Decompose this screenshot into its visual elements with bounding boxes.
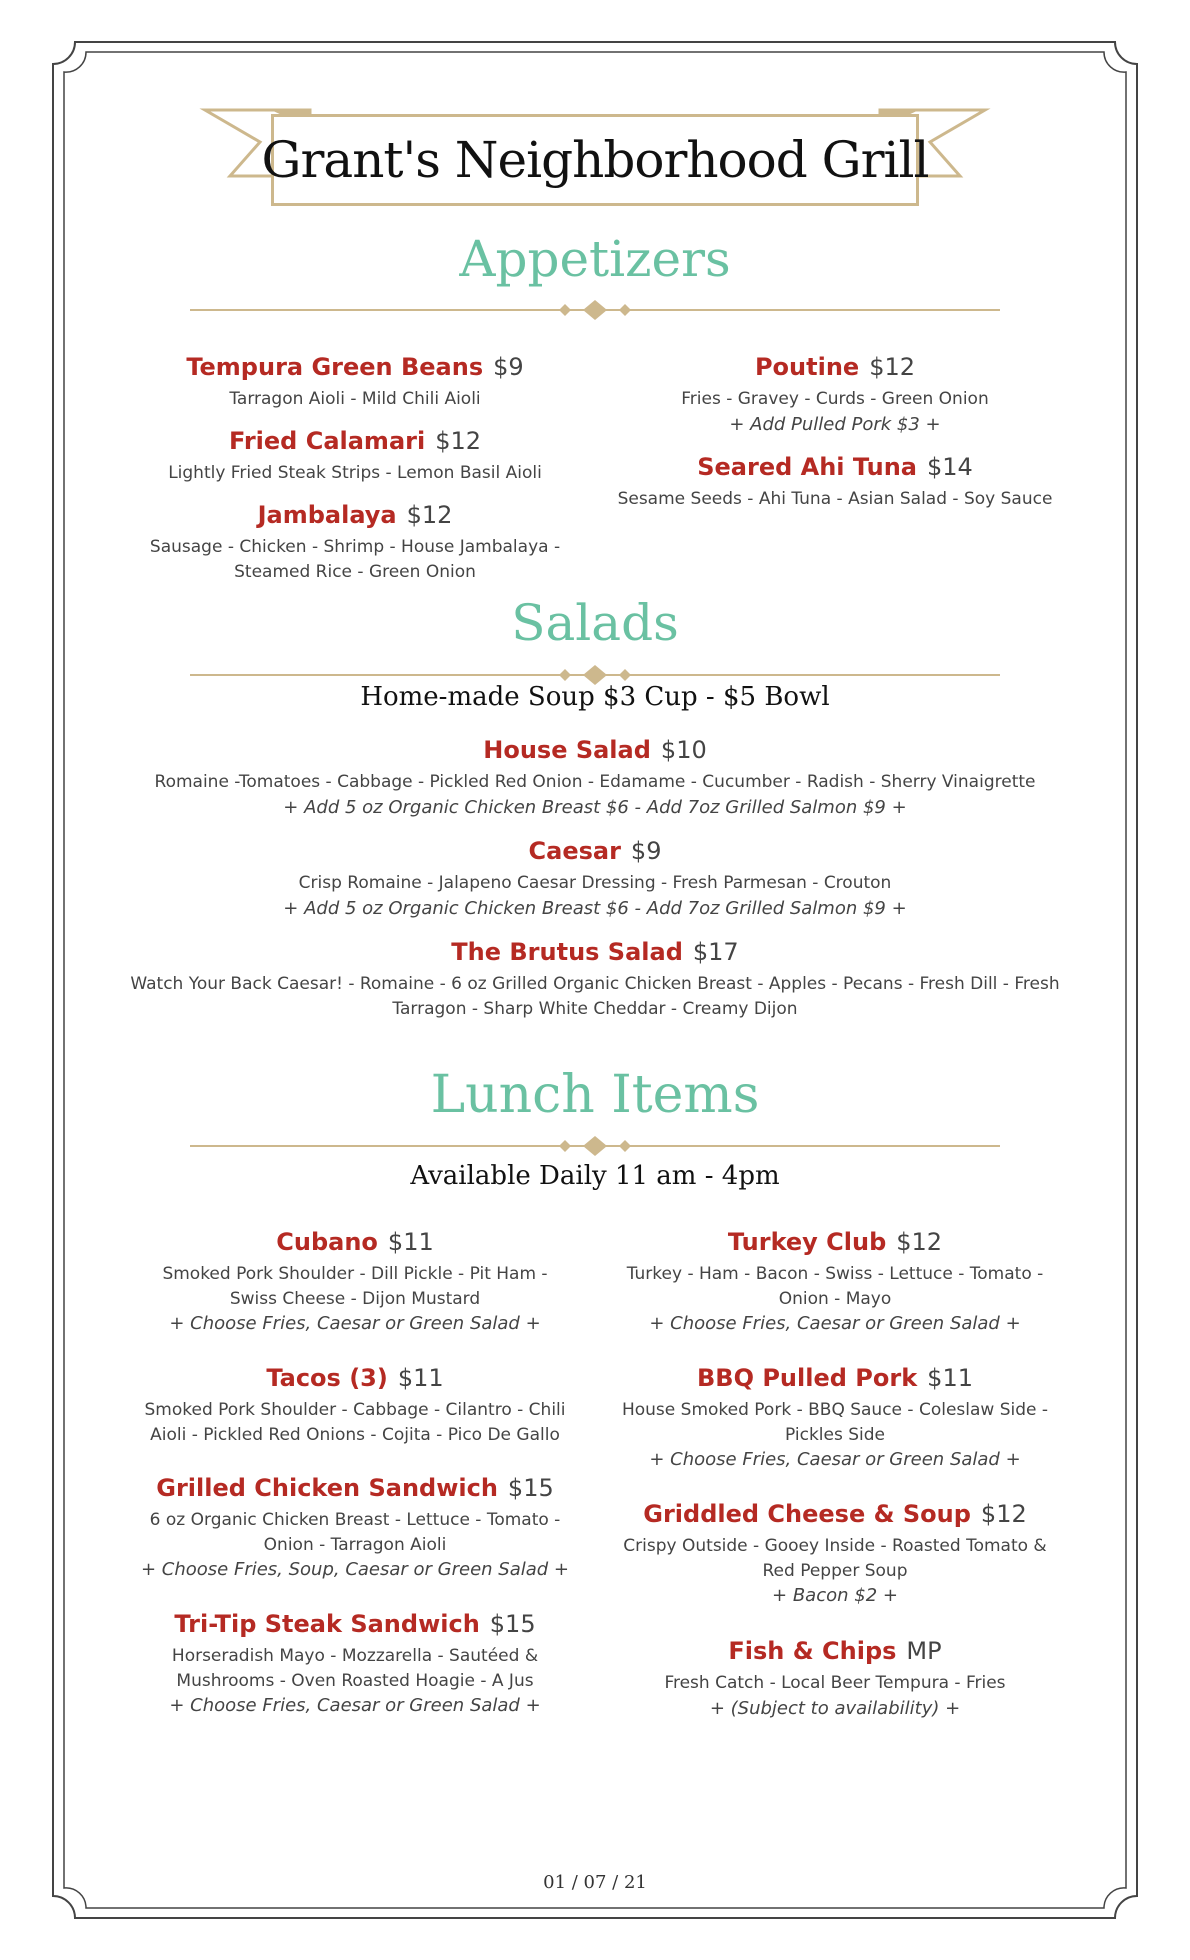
menu-item-house-salad <box>100 733 1090 820</box>
item-name: Tempura Green Beans <box>186 353 484 381</box>
item-name: Tacos (3) <box>266 1364 388 1392</box>
salads-title: Salads <box>511 594 679 652</box>
menu-item-tacos <box>120 1361 590 1447</box>
item-price: $9 <box>493 353 524 381</box>
item-name: BBQ Pulled Pork <box>697 1364 918 1392</box>
item-name: Jambalaya <box>257 501 397 529</box>
menu-item-tri-tip-steak-sandwich <box>120 1607 590 1718</box>
item-addon: + (Subject to availability) + <box>709 1697 961 1719</box>
item-name: Fish & Chips <box>728 1637 897 1665</box>
item-description: Turkey - Ham - Bacon - Swiss - Lettuce - Tomato - <box>626 1264 1044 1284</box>
item-addon: + Add 5 oz Organic Chicken Breast $6 - Add 7oz Grilled Salmon $9 + <box>283 796 907 818</box>
item-description: Romaine -Tomatoes - Cabbage - Pickled Red Onion - Edamame - Cucumber - Radish - Sherry Vinaigrette <box>154 772 1036 792</box>
item-name: Griddled Cheese & Soup <box>643 1500 971 1528</box>
item-name: House Salad <box>483 736 651 764</box>
item-price: $12 <box>896 1228 943 1256</box>
item-price: $12 <box>980 1500 1027 1528</box>
item-description: Red Pepper Soup <box>762 1560 908 1581</box>
item-description: Fresh Catch - Local Beer Tempura - Fries <box>664 1673 1006 1693</box>
menu-date: 01 / 07 / 21 <box>543 1872 647 1893</box>
item-price: $11 <box>387 1228 434 1256</box>
item-description: Tarragon Aioli - Mild Chili Aioli <box>229 389 481 409</box>
item-price: $10 <box>660 736 707 764</box>
item-name: Seared Ahi Tuna <box>697 453 917 481</box>
item-description: Mushrooms - Oven Roasted Hoagie - A Jus <box>176 1670 534 1691</box>
appetizers-title: Appetizers <box>459 230 731 288</box>
item-name: Cubano <box>276 1228 378 1256</box>
item-name: Grilled Chicken Sandwich <box>156 1474 498 1502</box>
item-description: Horseradish Mayo - Mozzarella - Sautéed & <box>171 1646 539 1666</box>
menu-item-poutine <box>600 350 1070 437</box>
item-price: $9 <box>630 837 662 865</box>
menu-item-brutus-salad <box>100 935 1090 1021</box>
menu-item-tempura-green-beans <box>120 350 590 412</box>
item-description: Onion - Tarragon Aioli <box>263 1534 447 1555</box>
item-description: Crisp Romaine - Jalapeno Caesar Dressing - Fresh Parmesan - Crouton <box>298 873 892 893</box>
menu-item-cubano <box>120 1225 590 1336</box>
menu-item-grilled-chicken-sandwich <box>120 1471 590 1582</box>
item-description: Lightly Fried Steak Strips - Lemon Basil Aioli <box>168 463 542 483</box>
item-name: The Brutus Salad <box>451 938 683 966</box>
item-addon: + Add 5 oz Organic Chicken Breast $6 - Add 7oz Grilled Salmon $9 + <box>283 897 907 919</box>
section-divider <box>190 1134 1000 1158</box>
item-name: Poutine <box>754 353 860 381</box>
item-description: Sesame Seeds - Ahi Tuna - Asian Salad - Soy Sauce <box>617 489 1053 509</box>
item-description: Fries - Gravey - Curds - Green Onion <box>681 389 989 409</box>
item-name: Tri-Tip Steak Sandwich <box>174 1610 480 1638</box>
menu-item-jambalaya <box>120 498 590 584</box>
item-description: 6 oz Organic Chicken Breast - Lettuce - Tomato - <box>149 1510 561 1530</box>
item-price: $12 <box>435 427 482 455</box>
item-addon: + Bacon $2 + <box>772 1585 898 1606</box>
item-price: $11 <box>927 1364 973 1392</box>
item-price: $15 <box>507 1474 554 1502</box>
restaurant-banner <box>261 114 929 206</box>
menu-item-turkey-club <box>600 1225 1070 1336</box>
menu-item-bbq-pulled-pork <box>600 1361 1070 1472</box>
item-price: MP <box>906 1637 942 1665</box>
item-description: Onion - Mayo <box>778 1288 892 1309</box>
item-price: $14 <box>926 453 973 481</box>
section-divider <box>190 298 1000 322</box>
item-description: Smoked Pork Shoulder - Cabbage - Cilantro - Chili <box>144 1400 566 1420</box>
item-description: Smoked Pork Shoulder - Dill Pickle - Pit Ham - <box>162 1264 548 1284</box>
restaurant-name: Grant's Neighborhood Grill <box>261 131 929 189</box>
item-price: $11 <box>397 1364 444 1392</box>
menu-item-griddled-cheese-soup <box>600 1497 1070 1608</box>
item-description: Watch Your Back Caesar! - Romaine - 6 oz Grilled Organic Chicken Breast - Apples - Pecans - Fresh Dill - Fresh <box>130 974 1060 994</box>
item-name: Caesar <box>528 837 621 865</box>
item-price: $12 <box>869 353 916 381</box>
menu-item-seared-ahi-tuna <box>600 450 1070 512</box>
menu-item-fried-calamari <box>120 424 590 486</box>
item-addon: + Add Pulled Pork $3 + <box>729 413 941 435</box>
item-description: Aioli - Pickled Red Onions - Cojita - Pico De Gallo <box>150 1424 560 1445</box>
item-description: Steamed Rice - Green Onion <box>234 561 476 582</box>
item-name: Turkey Club <box>727 1228 887 1256</box>
item-description: Crispy Outside - Gooey Inside - Roasted Tomato & <box>623 1536 1047 1556</box>
lunch-hours-note: Available Daily 11 am - 4pm <box>410 1161 780 1191</box>
item-addon: + Choose Fries, Soup, Caesar or Green Salad + <box>140 1559 570 1580</box>
item-addon: + Choose Fries, Caesar or Green Salad + <box>169 1313 541 1334</box>
item-description: House Smoked Pork - BBQ Sauce - Coleslaw Side - <box>621 1400 1049 1420</box>
menu-item-fish-and-chips <box>600 1634 1070 1721</box>
item-addon: + Choose Fries, Caesar or Green Salad + <box>169 1695 541 1716</box>
soup-note: Home-made Soup $3 Cup - $5 Bowl <box>360 682 830 712</box>
item-description: Pickles Side <box>785 1424 885 1445</box>
item-addon: + Choose Fries, Caesar or Green Salad + <box>649 1313 1021 1334</box>
item-addon: + Choose Fries, Caesar or Green Salad + <box>649 1449 1021 1470</box>
item-price: $12 <box>406 501 453 529</box>
item-description: Sausage - Chicken - Shrimp - House Jambalaya - <box>149 537 561 557</box>
item-description: Tarragon - Sharp White Cheddar - Creamy Dijon <box>392 998 798 1019</box>
menu-item-caesar <box>100 834 1090 921</box>
item-description: Swiss Cheese - Dijon Mustard <box>229 1288 481 1309</box>
item-price: $15 <box>489 1610 536 1638</box>
item-price: $17 <box>692 938 739 966</box>
item-name: Fried Calamari <box>228 427 426 455</box>
lunch-title: Lunch Items <box>430 1065 760 1125</box>
